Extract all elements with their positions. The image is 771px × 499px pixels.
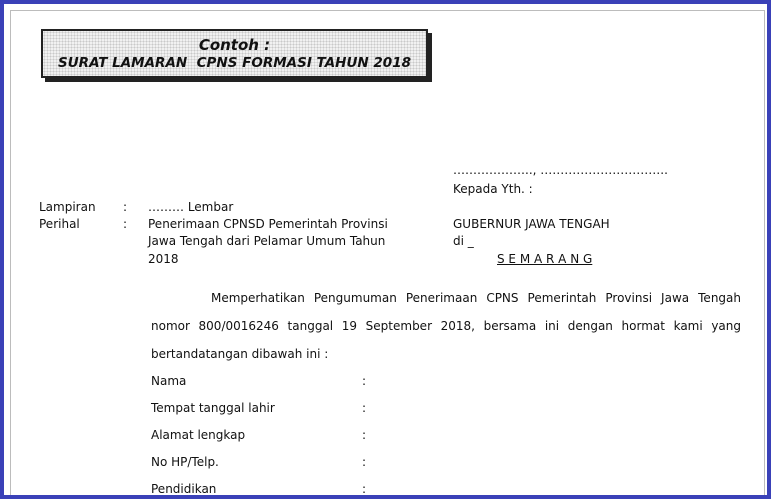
perihal-line-1: Penerimaan CPNSD Pemerintah Provinsi — [148, 217, 388, 231]
body-line-2: nomor 800/0016246 tanggal 19 September 2018, bersama ini dengan hormat kami yang — [151, 319, 741, 333]
field-label-nama: Nama — [151, 374, 187, 388]
title-subheading: SURAT LAMARAN CPNS FORMASI TAHUN 2018 — [57, 55, 411, 71]
lampiran-value: ……… Lembar — [148, 200, 234, 214]
perihal-label: Perihal — [39, 217, 80, 231]
field-colon-alamat: : — [362, 428, 367, 442]
lampiran-label: Lampiran — [39, 200, 96, 214]
title-heading: Contoh : — [198, 36, 271, 54]
body-line-3: bertandatangan dibawah ini : — [151, 347, 329, 361]
field-colon-telp: : — [362, 455, 367, 469]
field-colon-pendidikan: : — [362, 482, 367, 496]
recipient-name: GUBERNUR JAWA TENGAH — [453, 217, 610, 231]
title-box — [41, 29, 428, 78]
field-colon-nama: : — [362, 374, 367, 388]
field-label-ttl: Tempat tanggal lahir — [151, 401, 275, 415]
perihal-colon: : — [123, 217, 128, 231]
place-date: ……………….., ………………………….. — [453, 163, 668, 177]
recipient-di: di _ — [453, 234, 474, 248]
lampiran-colon: : — [123, 200, 128, 214]
perihal-line-2: Jawa Tengah dari Pelamar Umum Tahun — [148, 234, 386, 248]
body-line-1: Memperhatikan Pengumuman Penerimaan CPNS Pemerintah Provinsi Jawa Tengah — [211, 291, 741, 305]
recipient-salutation: Kepada Yth. : — [453, 182, 533, 196]
field-label-telp: No HP/Telp. — [151, 455, 219, 469]
field-colon-ttl: : — [362, 401, 367, 415]
perihal-line-3: 2018 — [148, 252, 179, 266]
recipient-city: S E M A R A N G — [497, 252, 593, 266]
field-label-pendidikan: Pendidikan — [151, 482, 217, 496]
document-page — [10, 10, 765, 499]
field-label-alamat: Alamat lengkap — [151, 428, 246, 442]
